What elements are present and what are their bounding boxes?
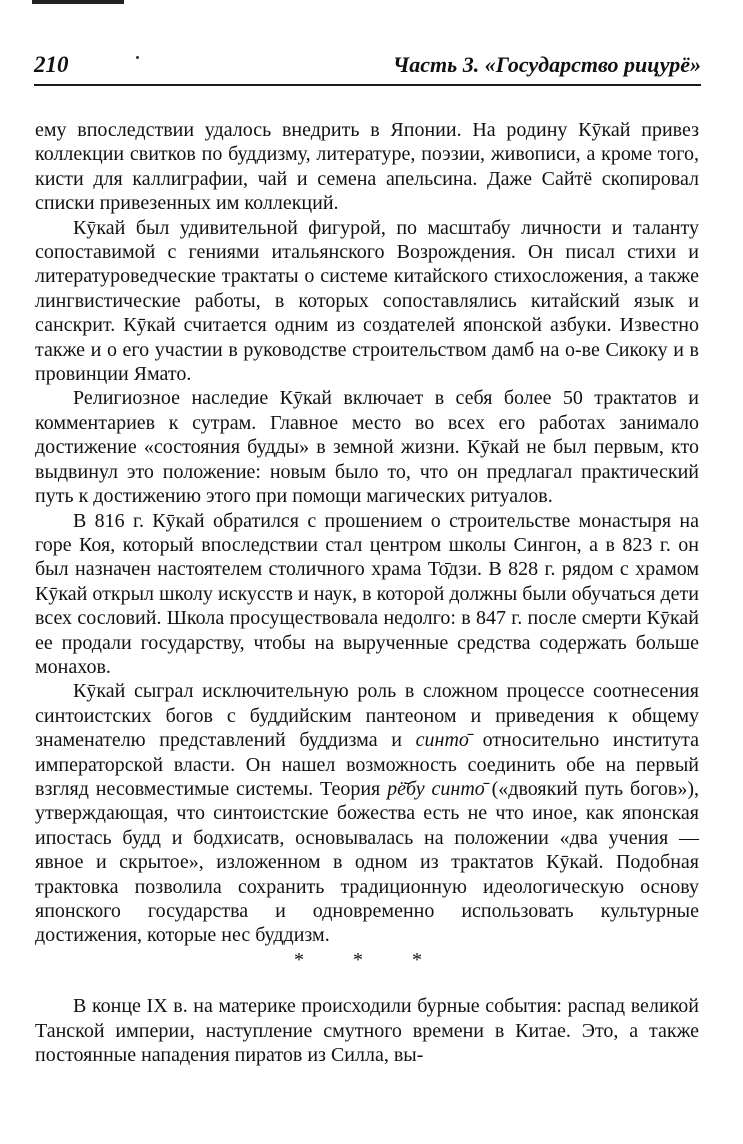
separator-gap xyxy=(35,972,699,994)
paragraph-shinto-syncretism xyxy=(35,679,699,947)
paragraph-end-ix-century: В конце IX в. на материке происходили бурные события: распад великой Танской империи, наступление смутного времени в Китае. Это, а также постоянные нападения пиратов из Силла, вы- xyxy=(35,995,699,1067)
paragraph-koya-monastery: В 816 г. Кӯкай обратился с прошением о строительстве монастыря на горе Коя, который впоследствии стал центром школы Сингон, а в 823 г. он был назначен настоятелем столичного храма То̄дзи. В 828 г. рядом с храмом Кӯкай открыл школу искусств и наук, в которой должны были обучаться дети всех сословий. Школа просуществовала недолго: в 847 г. после смерти Кӯкай ее продали государству, чтобы на вырученные средства содержать больше монахов. xyxy=(35,509,699,678)
paragraph-continuation: ему впоследствии удалось внедрить в Японии. На родину Кӯкай привез коллекции свитков по буддизму, литературе, поэзии, живописи, а кроме того, кисти для каллиграфии, чай и семена апельсина. Даже Сайтё скопировал списки привезенных им коллекций. xyxy=(35,119,699,215)
body-text xyxy=(35,118,699,1067)
page-number: 210 xyxy=(34,52,69,77)
page-header xyxy=(34,50,701,86)
paragraph-text-part: Кӯкай сыграл исключительную роль в сложном процессе соотнесения синтоистских богов с буддийским пантеоном и приведения к общему знаменателю представлений буддизма и xyxy=(35,680,699,752)
paragraph-religious-legacy: Религиозное наследие Кӯкай включает в себя более 50 трактатов и комментариев к сутрам. Главное место во всех его работах занимало достижение «состояния будды» в земной жизни. Кӯкай не был первым, кто выдвинул это положение: новым было то, что он предлагал практический путь к достижению этого при помощи магических ритуалов. xyxy=(35,387,699,508)
section-separator: * * * xyxy=(294,948,422,971)
italic-term-ryobu-shinto: рё̄бу синто̄ xyxy=(387,777,485,800)
running-title: Часть 3. «Государство рицурё» xyxy=(392,52,701,77)
paragraph-kukai-figure: Кӯкай был удивительной фигурой, по масштабу личности и таланту сопоставимой с гениями итальянского Возрождения. Он писал стихи и литературоведческие трактаты о системе китайского стихосложения, а также лингвистические работы, в которых сопоставлялись китайский язык и санскрит. Кӯкай считается одним из создателей японской азбуки. Известно также и о его участии в руководстве строительством дамб на о-ве Сикоку и в провинции Ямато. xyxy=(35,216,699,386)
italic-term-shinto: синто̄ xyxy=(415,729,469,752)
top-edge-rule xyxy=(32,0,124,4)
paragraph-text-part: относительно института императорской власти. Он нашел возможность соединить обе на первый взгляд несовместимые системы. Теория xyxy=(35,729,699,800)
paragraph-text-part: («двоякий путь богов»), утверждающая, что синтоистские божества есть не что иное, как японская ипостась будд и бодхисатв, основывалась на положении «два учения — явное и скрытое», изложенном в одном из трактатов Кӯкай. Подобная трактовка позволила сохранить традиционную идеологическую основу японского государства и одновременно использовать культурные достижения, которые нес буддизм. xyxy=(35,777,699,947)
